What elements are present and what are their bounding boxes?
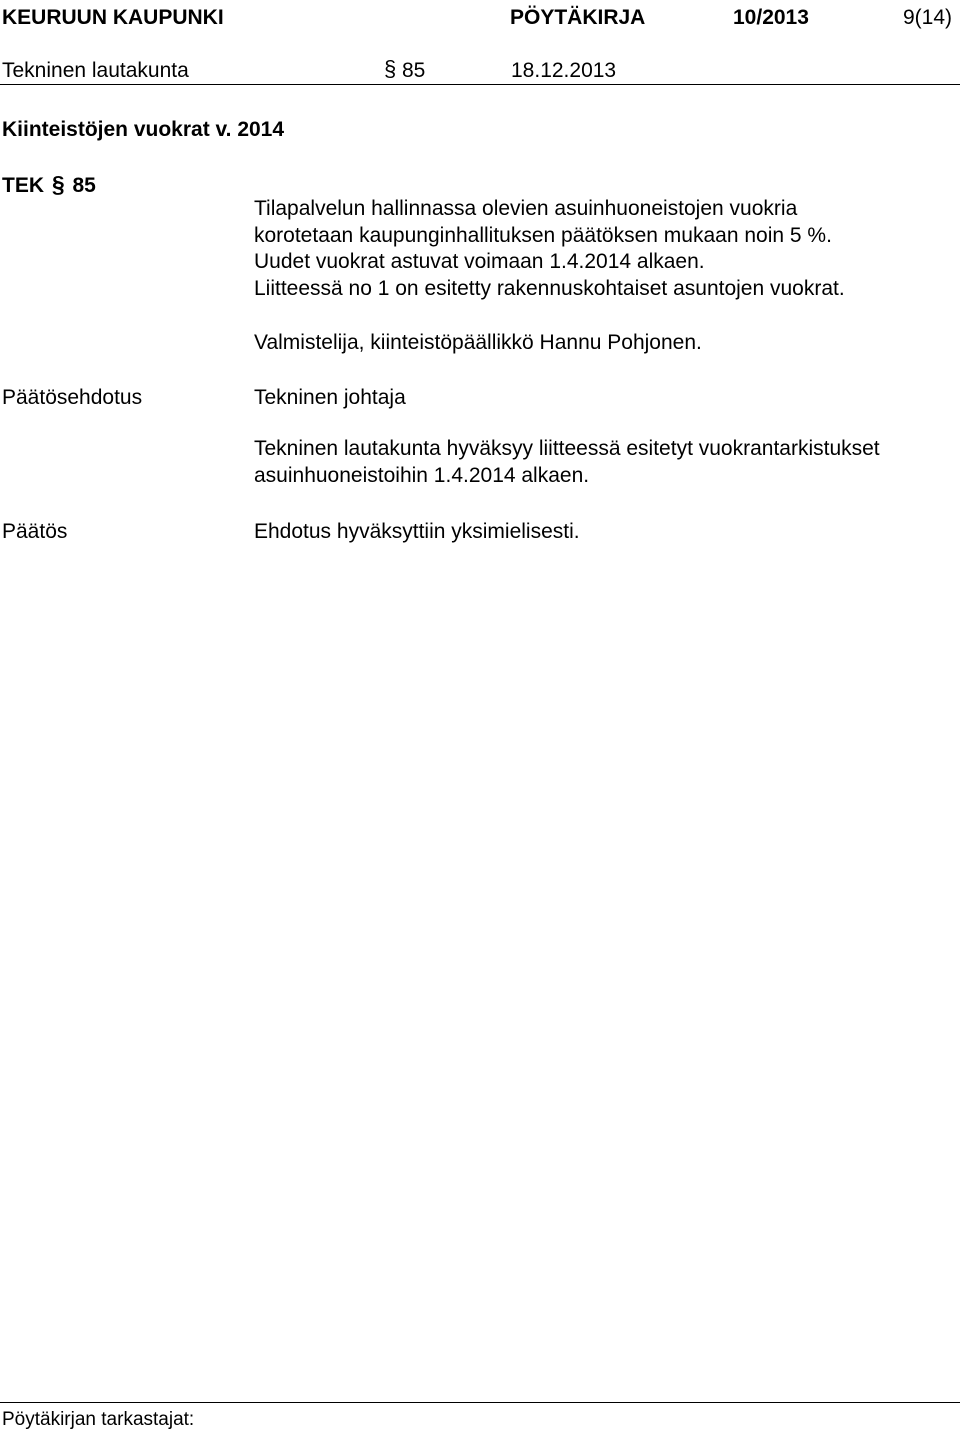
decision-label: Päätös bbox=[2, 520, 68, 543]
proposal-label: Päätösehdotus bbox=[2, 386, 143, 409]
proposal-line: Tekninen lautakunta hyväksyy liitteessä esitetyt vuokrantarkistukset bbox=[254, 437, 880, 460]
paragraph-line: Tilapalvelun hallinnassa olevien asuinhuoneistojen vuokria bbox=[254, 197, 798, 220]
paragraph-line: Uudet vuokrat astuvat voimaan 1.4.2014 alkaen. bbox=[254, 250, 705, 274]
preparer-line: Valmistelija, kiinteistöpäällikkö Hannu Pohjonen. bbox=[254, 331, 702, 354]
committee-name: Tekninen lautakunta bbox=[2, 59, 189, 82]
item-reference-number: 85 bbox=[72, 174, 96, 197]
item-reference bbox=[2, 173, 96, 196]
section-symbol-icon: § bbox=[384, 56, 397, 81]
item-title: Kiinteistöjen vuokrat v. 2014 bbox=[2, 118, 285, 141]
document-number: 10/2013 bbox=[733, 6, 809, 29]
header-divider bbox=[0, 84, 960, 85]
background-paragraph bbox=[254, 196, 845, 302]
section-number: 85 bbox=[402, 59, 426, 82]
paragraph-line: korotetaan kaupunginhallituksen päätöksen mukaan noin 5 %. bbox=[254, 223, 832, 247]
footer-divider bbox=[0, 1402, 960, 1403]
decision-text: Ehdotus hyväksyttiin yksimielisesti. bbox=[254, 520, 580, 543]
reviewers-label: Pöytäkirjan tarkastajat: bbox=[2, 1409, 195, 1430]
paragraph-line: Liitteessä no 1 on esitetty rakennuskohtaiset asuntojen vuokrat. bbox=[254, 276, 845, 300]
page-number: 9(14) bbox=[903, 6, 953, 29]
organization-name: KEURUUN KAUPUNKI bbox=[2, 6, 224, 29]
item-reference-symbol-icon: § bbox=[51, 171, 65, 197]
document-type: PÖYTÄKIRJA bbox=[510, 6, 646, 29]
item-reference-prefix: TEK bbox=[2, 174, 44, 197]
meeting-date: 18.12.2013 bbox=[511, 59, 617, 82]
proposal-author: Tekninen johtaja bbox=[254, 386, 406, 409]
proposal-text bbox=[254, 436, 880, 489]
proposal-line: asuinhuoneistoihin 1.4.2014 alkaen. bbox=[254, 463, 590, 487]
